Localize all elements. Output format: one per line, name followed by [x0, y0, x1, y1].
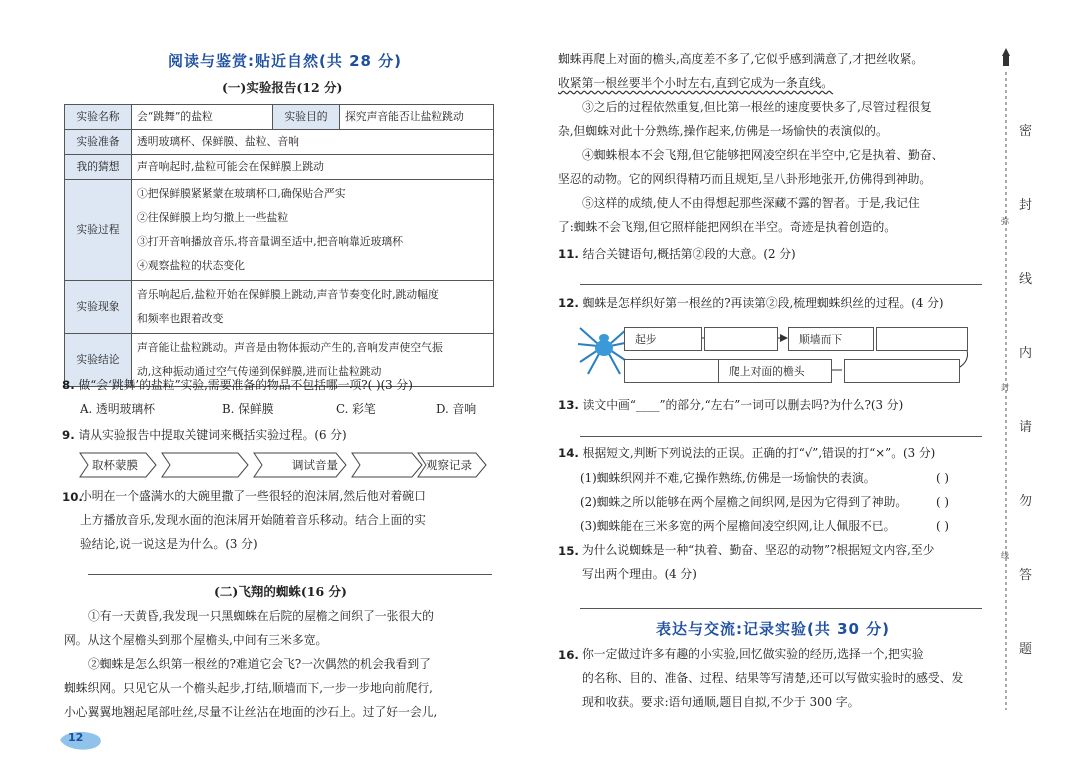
q8-option-c: C. 彩笔 — [336, 402, 376, 416]
report-guess-label: 我的猜想 — [65, 155, 132, 180]
part2-title: (二)飞翔的蜘蛛(16 分) — [214, 584, 347, 599]
story-right — [558, 47, 998, 239]
experiment-report-table — [64, 104, 494, 387]
question-14 — [558, 442, 935, 464]
q12-text: 蜘蛛是怎样织好第一根丝的?再读第②段,梳理蜘蛛织丝的过程。(4 分) — [582, 296, 944, 310]
q14-answer-3[interactable]: ( ) — [936, 519, 949, 533]
report-concl-label: 实验结论 — [65, 334, 132, 387]
question-9 — [62, 424, 347, 446]
flow-step-down-wall: 顺墙而下 — [788, 327, 874, 351]
report-prep-label: 实验准备 — [65, 130, 132, 155]
q14-answer-1[interactable]: ( ) — [936, 471, 949, 485]
story-line: 了:蜘蛛不会飞翔,但它照样能把网织在半空。奇迹是执着创造的。 — [558, 220, 897, 234]
process-step: ④观察盐粒的状态变化 — [137, 259, 245, 272]
margin-char: 勿 — [1019, 494, 1033, 509]
spider-body — [595, 340, 613, 356]
flow-step-blank — [624, 359, 720, 383]
chain-arrow — [162, 453, 248, 477]
chain-label-3: 调试音量 — [292, 458, 338, 472]
process-step: ②往保鲜膜上均匀撒上一些盐粒 — [137, 211, 289, 224]
report-purpose-label: 实验目的 — [273, 105, 340, 130]
rocket-icon — [1002, 48, 1010, 66]
report-process-value — [132, 180, 494, 281]
story-line: ①有一天黄昏,我发现一只黑蜘蛛在后院的屋檐之间织了一张很大的 — [88, 609, 434, 623]
question-15 — [558, 540, 579, 562]
phenom-line: 音乐响起后,盐粒开始在保鲜膜上跳动,声音节奏变化时,跳动幅度 — [137, 288, 439, 301]
report-phenom-label: 实验现象 — [65, 281, 132, 334]
q16-line: 现和收获。要求:语句通顺,题目自拟,不少于 300 字。 — [582, 695, 860, 709]
q16-line: 你一定做过许多有趣的小实验,回忆做实验的经历,选择一个,把实验 — [582, 647, 924, 661]
margin-char: 请 — [1019, 420, 1033, 435]
q15-text — [582, 538, 934, 586]
process-step: ①把保鲜膜紧紧蒙在玻璃杯口,确保贴合严实 — [137, 187, 346, 200]
q11-text: 结合关键语句,概括第②段的大意。(2 分) — [582, 247, 796, 261]
story-line: 网。从这个屋檐头到那个屋檐头,中间有三米多宽。 — [64, 633, 328, 647]
q8-option-a: A. 透明玻璃杯 — [80, 402, 156, 416]
answer-line — [580, 284, 982, 285]
q10-line: 上方播放音乐,发现水面的泡沫屑开始随着音乐移动。结合上面的实 — [80, 513, 426, 527]
left-section-title: 阅读与鉴赏:贴近自然(共 28 分) — [168, 52, 403, 70]
story-line: 坚忍的动物。它的网织得精巧而且规矩,呈八卦形地张开,仿佛得到神助。 — [558, 172, 932, 186]
report-name-value: 会“跳舞”的盐粒 — [132, 105, 273, 130]
story-left — [64, 604, 496, 724]
part1-title: (一)实验报告(12 分) — [222, 80, 343, 95]
question-13 — [558, 394, 903, 416]
q8-option-b: B. 保鲜膜 — [222, 402, 274, 416]
flow-step-climb: 爬上对面的檐头 — [718, 359, 832, 383]
answer-line — [580, 608, 982, 609]
question-11 — [558, 243, 796, 265]
q13-num: 13. — [558, 398, 579, 412]
question-8 — [62, 374, 413, 396]
story-line: 蜘蛛再爬上对面的檐头,高度差不多了,它似乎感到满意了,才把丝收紧。 — [558, 52, 924, 66]
margin-char: 封 — [1019, 198, 1033, 213]
story-line: 小心翼翼地翘起尾部吐丝,尽量不让丝沾在地面的沙石上。过了好一会儿, — [64, 705, 438, 719]
q14-item-2: (2)蜘蛛之所以能够在两个屋檐之间织网,是因为它得到了神助。 — [580, 495, 908, 509]
story-line: ⑤这样的成绩,使人不由得想起那些深藏不露的智者。于是,我记住 — [582, 196, 920, 210]
margin-char: 答 — [1019, 568, 1033, 583]
q10-line: 验结论,说一说这是为什么。(3 分) — [80, 537, 258, 551]
q13-text: 读文中画“____”的部分,“左右”一词可以删去吗?为什么?(3 分) — [582, 398, 904, 412]
report-name-label: 实验名称 — [65, 105, 132, 130]
report-prep-value: 透明玻璃杯、保鲜膜、盐粒、音响 — [132, 130, 494, 155]
answer-line — [580, 436, 982, 437]
margin-small: 弥 — [1001, 217, 1009, 226]
q14-item-1: (1)蜘蛛织网并不难,它操作熟练,仿佛是一场愉快的表演。 — [580, 471, 876, 485]
report-purpose-value: 探究声音能否让盐粒跳动 — [340, 105, 494, 130]
chain-arrow — [352, 453, 422, 477]
q9-num: 9. — [62, 428, 75, 442]
story-line: 杂,但蜘蛛对此十分熟练,操作起来,仿佛是一场愉快的表演似的。 — [558, 124, 888, 138]
margin-char: 密 — [1019, 124, 1033, 139]
concl-line: 声音能让盐粒跳动。声音是由物体振动产生的,音响发声使空气振 — [137, 341, 443, 354]
q14-text: 根据短文,判断下列说法的正误。正确的打“√”,错误的打“×”。(3 分) — [582, 446, 936, 460]
flow-step-blank — [844, 359, 960, 383]
answer-line — [88, 574, 492, 575]
report-guess-value: 声音响起时,盐粒可能会在保鲜膜上跳动 — [132, 155, 494, 180]
q15-num: 15. — [558, 544, 579, 558]
seal-line — [996, 30, 1016, 710]
q15-line: 写出两个理由。(4 分) — [582, 567, 697, 581]
margin-small: 封 — [1001, 383, 1009, 392]
margin-small: 线 — [1001, 551, 1009, 560]
spider-head — [599, 334, 609, 342]
story-line: ②蜘蛛是怎么织第一根丝的?难道它会飞?一次偶然的机会我看到了 — [88, 657, 431, 671]
story-line: 蜘蛛织网。只见它从一个檐头起步,打结,顺墙而下,一步一步地向前爬行, — [64, 681, 433, 695]
q14-item-3: (3)蜘蛛能在三米多宽的两个屋檐间凌空织网,让人佩服不已。 — [580, 519, 896, 533]
q15-line: 为什么说蜘蛛是一种“执着、勤奋、坚忍的动物”?根据短文内容,至少 — [582, 543, 935, 557]
flow-step-blank — [704, 327, 778, 351]
margin-char: 内 — [1019, 346, 1033, 361]
concl-line: 动,这种振动通过空气传递到保鲜膜,进而让盐粒跳动 — [137, 365, 382, 378]
q16-text — [582, 642, 963, 714]
q10-line: 小明在一个盛满水的大碗里撒了一些很轻的泡沫屑,然后他对着碗口 — [80, 489, 426, 503]
q10-text — [80, 484, 426, 556]
chain-label-1: 取杯蒙膜 — [92, 458, 138, 472]
report-phenom-value — [132, 281, 494, 334]
page-number: 12 — [68, 731, 84, 744]
story-line-underlined: 收紧第一根丝要半个小时左右,直到它成为一条直线。 — [558, 76, 834, 90]
right-section-title: 表达与交流:记录实验(共 30 分) — [656, 620, 891, 638]
q8-option-d: D. 音响 — [436, 402, 477, 416]
q8-num: 8. — [62, 378, 75, 392]
chain-label-5: 观察记录 — [426, 458, 472, 472]
flow-step-blank — [876, 327, 968, 351]
q14-answer-2[interactable]: ( ) — [936, 495, 949, 509]
q10-num: 10. — [62, 490, 83, 504]
q16-num: 16. — [558, 648, 579, 662]
q8-text: 做“会‘跳舞’的盐粒”实验,需要准备的物品不包括哪一项?( )(3 分) — [78, 378, 413, 392]
story-line: ③之后的过程依然重复,但比第一根丝的速度要快多了,尽管过程很复 — [582, 100, 932, 114]
q16-line: 的名称、目的、准备、过程、结果等写清楚,还可以写做实验时的感受、发 — [582, 671, 964, 685]
question-12 — [558, 292, 944, 314]
q11-num: 11. — [558, 247, 579, 261]
phenom-line: 和频率也跟着改变 — [137, 312, 224, 325]
report-process-label: 实验过程 — [65, 180, 132, 281]
flow-step-start: 起步 — [624, 327, 702, 351]
q12-num: 12. — [558, 296, 579, 310]
margin-char: 线 — [1019, 272, 1033, 287]
question-16 — [558, 644, 579, 666]
process-step: ③打开音响播放音乐,将音量调至适中,把音响靠近玻璃杯 — [137, 235, 403, 248]
q9-text: 请从实验报告中提取关键词来概括实验过程。(6 分) — [78, 428, 347, 442]
margin-char: 题 — [1019, 642, 1033, 657]
story-line: ④蜘蛛根本不会飞翔,但它能够把网凌空织在半空中,它是执着、勤奋、 — [582, 148, 944, 162]
q14-num: 14. — [558, 446, 579, 460]
